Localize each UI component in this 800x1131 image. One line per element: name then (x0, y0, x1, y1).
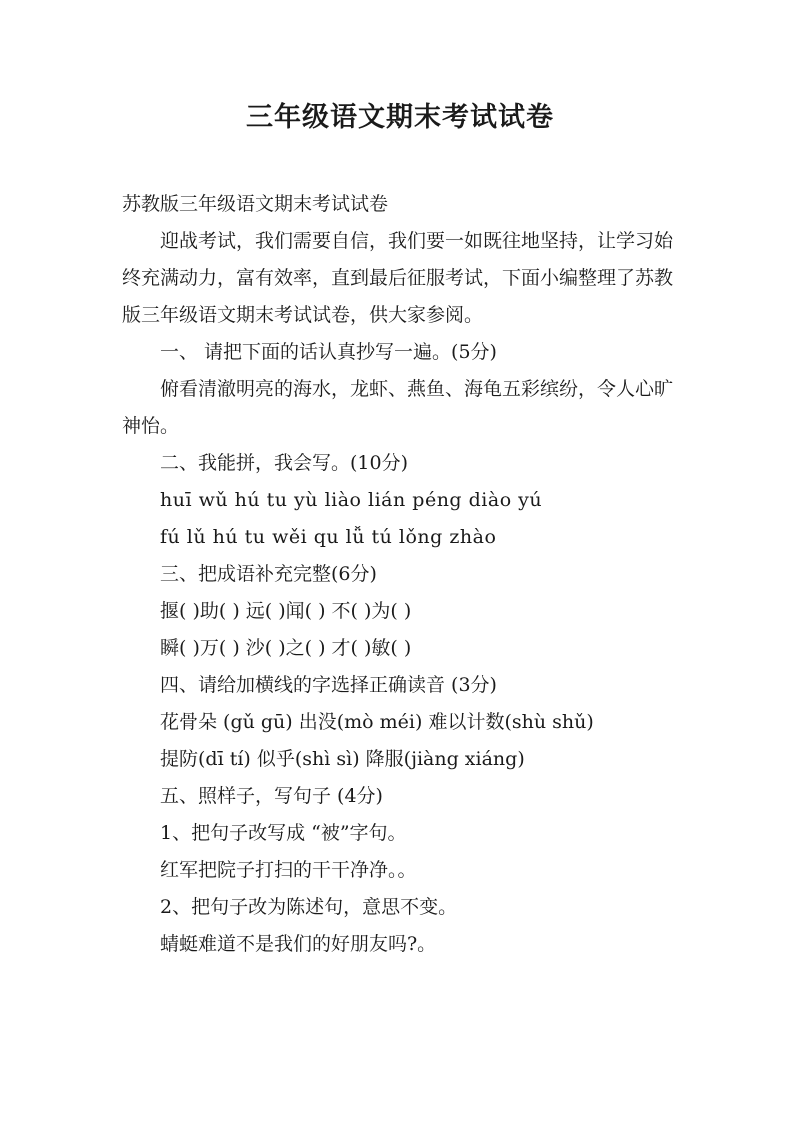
section5-question2-text: 蜻蜓难道不是我们的好朋友吗?。 (160, 933, 437, 955)
section2-heading: 二、我能拼，我会写。(10分) (160, 452, 409, 474)
section5-heading: 五、照样子，写句子 (4分) (160, 785, 383, 807)
section3-idiom-line1: 揠( )助( ) 远( )闻( ) 不( )为( ) (160, 600, 412, 622)
section1-heading: 一、 请把下面的话认真抄写一遍。(5分) (160, 341, 497, 363)
section3-idiom-line2: 瞬( )万( ) 沙( )之( ) 才( )敏( ) (160, 637, 412, 659)
section5-question1: 1、把句子改写成 “被”字句。 (160, 822, 407, 844)
section4-line2: 提防(dī tí) 似乎(shì sì) 降服(jiàng xiáng) (160, 748, 525, 770)
document-title: 三年级语文期末考试试卷 (246, 102, 554, 133)
document-body (122, 186, 682, 963)
section4-line1: 花骨朵 (gǔ gū) 出没(mò méi) 难以计数(shù shǔ) (160, 711, 594, 733)
section2-pinyin-line2: fú lǔ hú tu wěi qu lǚ tú lǒng zhào (160, 526, 497, 548)
section3-heading: 三、把成语补充完整(6分) (160, 563, 377, 585)
subtitle: 苏教版三年级语文期末考试试卷 (122, 193, 389, 215)
section5-question2: 2、把句子改为陈述句，意思不变。 (160, 896, 458, 918)
section2-pinyin-line1: huī wǔ hú tu yù liào lián péng diào yú (160, 489, 543, 511)
section1-text: 俯看清澈明亮的海水，龙虾、燕鱼、海龟五彩缤纷，令人心旷神怡。 (122, 378, 674, 437)
intro-paragraph: 迎战考试，我们需要自信，我们要一如既往地坚持，让学习始终充满动力，富有效率，直到最后征服考试，下面小编整理了苏教版三年级语文期末考试试卷，供大家参阅。 (122, 230, 674, 326)
section5-question1-text: 红军把院子打扫的干干净净。。 (160, 859, 417, 881)
section4-heading: 四、请给加横线的字选择正确读音 (3分) (160, 674, 497, 696)
